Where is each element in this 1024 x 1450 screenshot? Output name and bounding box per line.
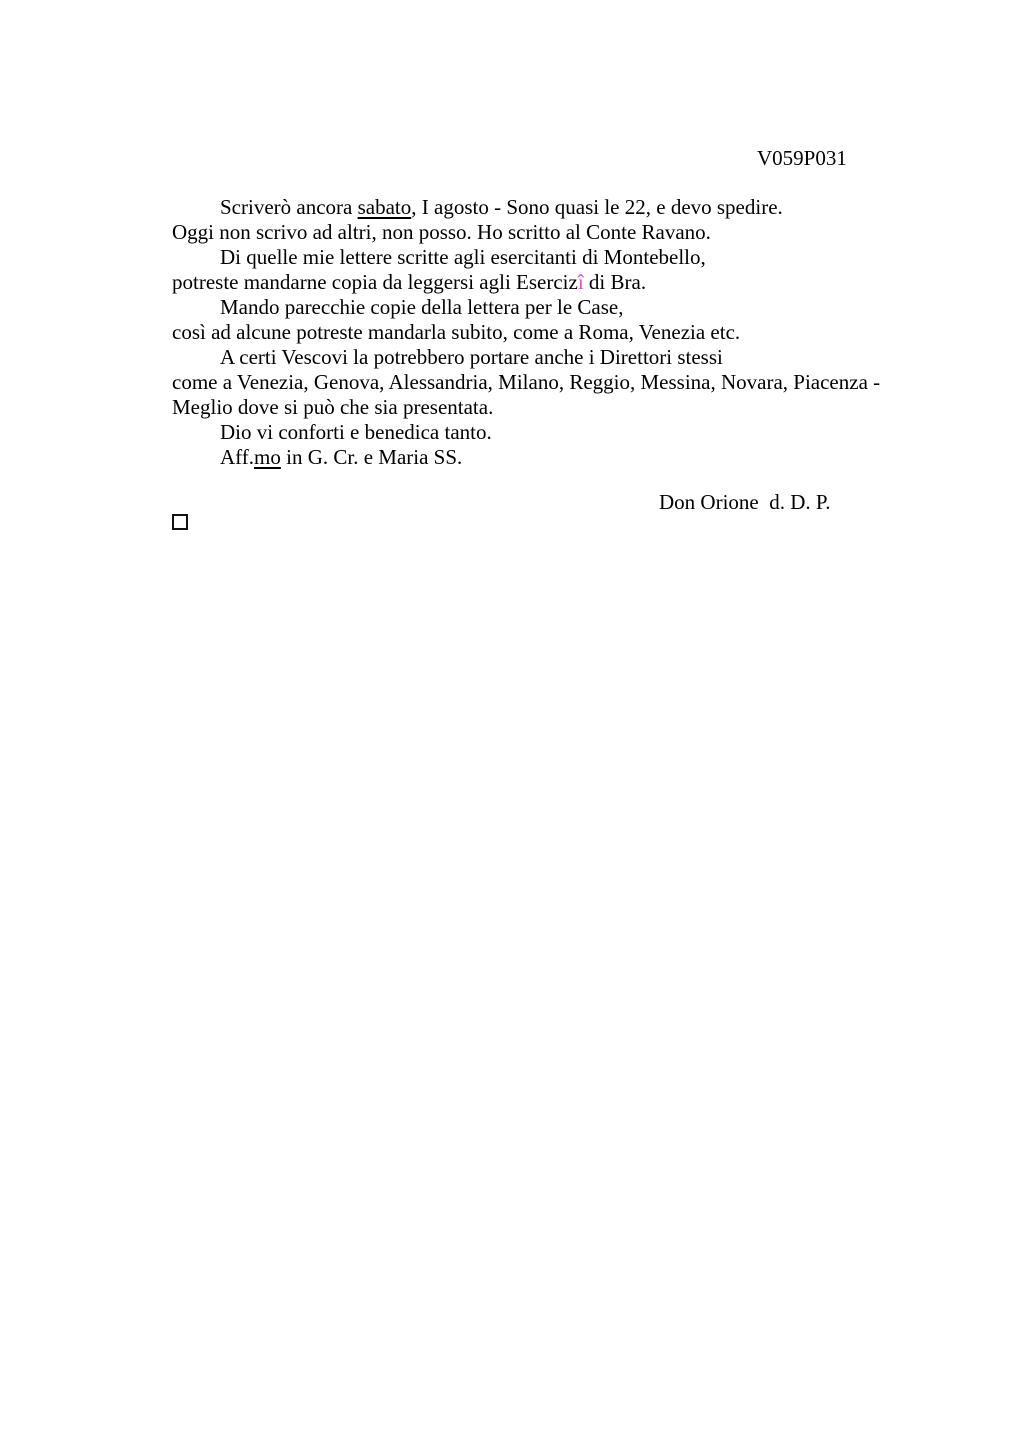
underlined-text: sabato [357, 195, 412, 219]
text-segment: Meglio dove si può che sia presentata. [172, 395, 494, 419]
text-segment: Oggi non scrivo ad altri, non posso. Ho scritto al Conte Ravano. [172, 220, 711, 244]
text-segment: così ad alcune potreste mandarla subito, come a Roma, Venezia etc. [172, 320, 741, 344]
letter-line [172, 295, 912, 320]
text-segment: Scriverò ancora [220, 195, 358, 219]
underlined-text: mo [254, 445, 281, 469]
accent-character: î [577, 270, 584, 294]
letter-line [172, 270, 912, 295]
text-segment: potreste mandarne copia da leggersi agli Eserciz [172, 270, 578, 294]
signature-line: Don Orione d. D. P. [659, 490, 831, 514]
letter-line [172, 320, 912, 345]
letter-line [172, 220, 912, 245]
letter-line [172, 445, 912, 470]
text-segment: Di quelle mie lettere scritte agli esercitanti di Montebello, [220, 245, 706, 269]
text-segment: Dio vi conforti e benedica tanto. [220, 420, 492, 444]
text-segment: Aff. [220, 445, 255, 469]
letter-line [172, 195, 912, 220]
text-segment: Mando parecchie copie della lettera per le Case, [220, 295, 624, 319]
text-segment: , I agosto - Sono quasi le 22, e devo spedire. [411, 195, 783, 219]
text-segment: in G. Cr. e Maria SS. [280, 445, 463, 469]
empty-box-glyph [172, 514, 188, 530]
letter-line [172, 370, 912, 395]
text-segment: come a Venezia, Genova, Alessandria, Milano, Reggio, Messina, Novara, Piacenza - [172, 370, 881, 394]
document-code: V059P031 [757, 146, 847, 170]
letter-line [172, 395, 912, 420]
text-segment: di Bra. [583, 270, 647, 294]
letter-line [172, 420, 912, 445]
text-segment: A certi Vescovi la potrebbero portare anche i Direttori stessi [220, 345, 723, 369]
letter-body [172, 195, 912, 470]
letter-line [172, 245, 912, 270]
letter-line [172, 345, 912, 370]
